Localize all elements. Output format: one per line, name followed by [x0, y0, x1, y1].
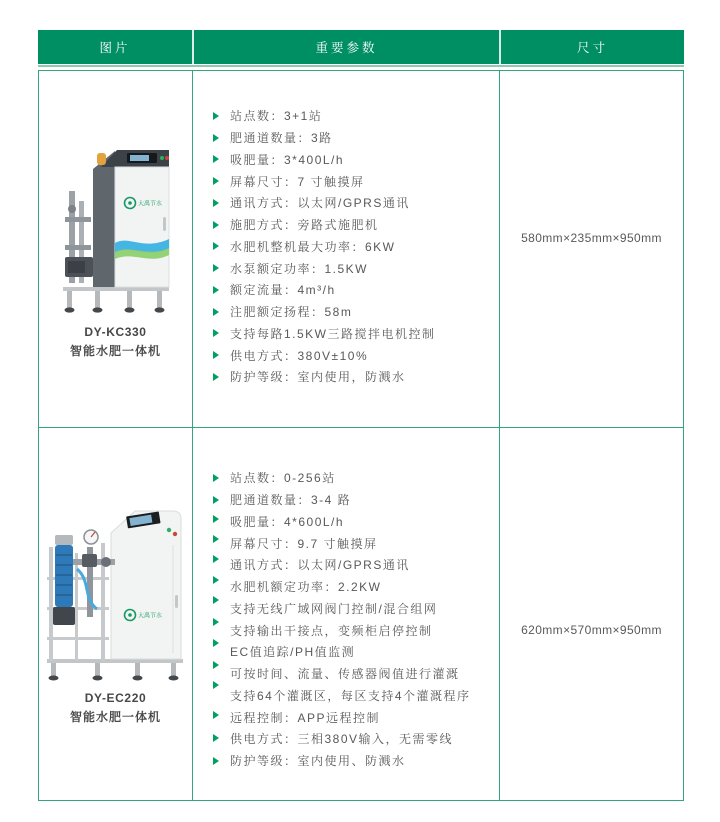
param-text: 通讯方式：以太网/GPRS通讯 — [230, 196, 410, 211]
param-text: 通讯方式：以太网/GPRS通讯 — [230, 558, 410, 573]
param-item — [213, 149, 499, 171]
arrow-bullet-icon — [213, 734, 219, 742]
column-header-image: 图片 — [99, 41, 131, 55]
param-item — [213, 641, 499, 663]
param-item — [213, 750, 499, 772]
param-item — [213, 532, 499, 554]
arrow-bullet-icon — [213, 474, 219, 482]
arrow-bullet-icon — [213, 535, 219, 543]
product-dimensions: 620mm×570mm×950mm — [521, 623, 662, 637]
param-text: 额定流量：4m³/h — [230, 283, 336, 298]
param-text: 支持每路1.5KW三路搅拌电机控制 — [230, 326, 436, 341]
arrow-bullet-icon — [213, 308, 219, 316]
param-text: 防护等级：室内使用、防溅水 — [230, 754, 406, 769]
arrow-bullet-icon — [213, 596, 219, 604]
params-cell — [193, 428, 500, 800]
param-text: 站点数：3+1站 — [230, 109, 323, 124]
table-header-row — [38, 30, 684, 64]
arrow-bullet-icon — [213, 681, 219, 689]
arrow-bullet-icon — [213, 639, 219, 647]
param-text: 屏幕尺寸：7 寸触摸屏 — [230, 174, 365, 189]
param-item — [213, 728, 499, 750]
brand-logo-text: 大禹节水 — [138, 613, 163, 620]
arrow-bullet-icon — [213, 177, 219, 185]
arrow-bullet-icon — [213, 618, 219, 626]
product-photo-dy-ec220 — [43, 503, 188, 683]
param-item — [213, 257, 499, 279]
arrow-bullet-icon — [213, 711, 219, 719]
table-row — [39, 428, 683, 800]
param-item — [213, 554, 499, 576]
arrow-bullet-icon — [213, 496, 219, 504]
size-cell — [500, 71, 683, 427]
arrow-bullet-icon — [213, 515, 219, 523]
param-text: 吸肥量：4*600L/h — [230, 514, 345, 529]
param-text: EC值追踪/PH值监测 — [230, 645, 356, 660]
param-text: 支持无线广域网阀门控制/混合组网 — [230, 601, 438, 616]
arrow-bullet-icon — [213, 112, 219, 120]
param-text: 支持输出干接点，变频柜启停控制 — [230, 623, 433, 638]
table-body — [38, 70, 684, 801]
param-list — [193, 71, 499, 388]
params-cell — [193, 71, 500, 427]
product-category: 智能水肥一体机 — [69, 710, 161, 724]
header-underline-divider — [38, 65, 684, 67]
param-text: 站点数：0-256站 — [230, 471, 336, 486]
param-text: 供电方式：三相380V输入，无需零线 — [230, 732, 454, 747]
param-item — [213, 663, 499, 685]
image-cell — [39, 71, 193, 427]
param-item — [213, 685, 499, 707]
param-list — [193, 428, 499, 772]
param-text: 肥通道数量：3-4 路 — [230, 493, 352, 508]
param-text: 肥通道数量：3路 — [230, 131, 333, 146]
param-text: 施肥方式：旁路式施肥机 — [230, 218, 379, 233]
table-row — [39, 71, 683, 428]
param-text: 注肥额定扬程：58m — [230, 305, 353, 320]
arrow-bullet-icon — [213, 757, 219, 765]
param-text: 水肥机整机最大功率：6KW — [230, 239, 396, 254]
brand-logo-text: 大禹节水 — [137, 201, 162, 208]
image-cell — [39, 428, 193, 800]
arrow-bullet-icon — [213, 242, 219, 250]
arrow-bullet-icon — [213, 264, 219, 272]
param-item — [213, 192, 499, 214]
param-item — [213, 489, 499, 511]
param-item — [213, 511, 499, 533]
param-item — [213, 467, 499, 489]
param-item — [213, 323, 499, 345]
arrow-bullet-icon — [213, 329, 219, 337]
param-text: 支持64个灌溉区，每区支持4个灌溉程序 — [230, 688, 471, 703]
param-item — [213, 170, 499, 192]
param-text: 水肥机额定功率：2.2KW — [230, 580, 382, 595]
param-item — [213, 706, 499, 728]
param-item — [213, 366, 499, 388]
arrow-bullet-icon — [213, 155, 219, 163]
arrow-bullet-icon — [213, 134, 219, 142]
param-item — [213, 301, 499, 323]
column-header-size: 尺寸 — [499, 30, 684, 64]
param-item — [213, 127, 499, 149]
param-text: 供电方式：380V±10% — [230, 348, 369, 363]
product-photo-dy-kc330 — [57, 139, 175, 317]
product-category: 智能水肥一体机 — [69, 344, 161, 358]
column-header-params: 重要参数 — [192, 30, 499, 64]
arrow-bullet-icon — [213, 555, 219, 563]
product-model: DY-KC330 — [84, 325, 147, 339]
product-dimensions: 580mm×235mm×950mm — [521, 231, 662, 245]
param-item — [213, 344, 499, 366]
param-text: 水泵额定功率：1.5KW — [230, 261, 369, 276]
product-model: DY-EC220 — [84, 691, 147, 705]
param-text: 吸肥量：3*400L/h — [230, 152, 345, 167]
param-text: 可按时间、流量、传感器阀值进行灌溉 — [230, 667, 460, 682]
arrow-bullet-icon — [213, 286, 219, 294]
arrow-bullet-icon — [213, 576, 219, 584]
param-text: 远程控制：APP远程控制 — [230, 710, 381, 725]
param-item — [213, 214, 499, 236]
arrow-bullet-icon — [213, 373, 219, 381]
param-item — [213, 619, 499, 641]
arrow-bullet-icon — [213, 351, 219, 359]
arrow-bullet-icon — [213, 221, 219, 229]
arrow-bullet-icon — [213, 199, 219, 207]
param-item — [213, 576, 499, 598]
product-spec-table — [38, 30, 684, 801]
param-item — [213, 279, 499, 301]
param-item — [213, 236, 499, 258]
arrow-bullet-icon — [213, 661, 219, 669]
size-cell — [500, 428, 683, 800]
param-text: 防护等级：室内使用，防溅水 — [230, 370, 406, 385]
param-item — [213, 598, 499, 620]
param-text: 屏幕尺寸：9.7 寸触摸屏 — [230, 536, 378, 551]
param-item — [213, 105, 499, 127]
